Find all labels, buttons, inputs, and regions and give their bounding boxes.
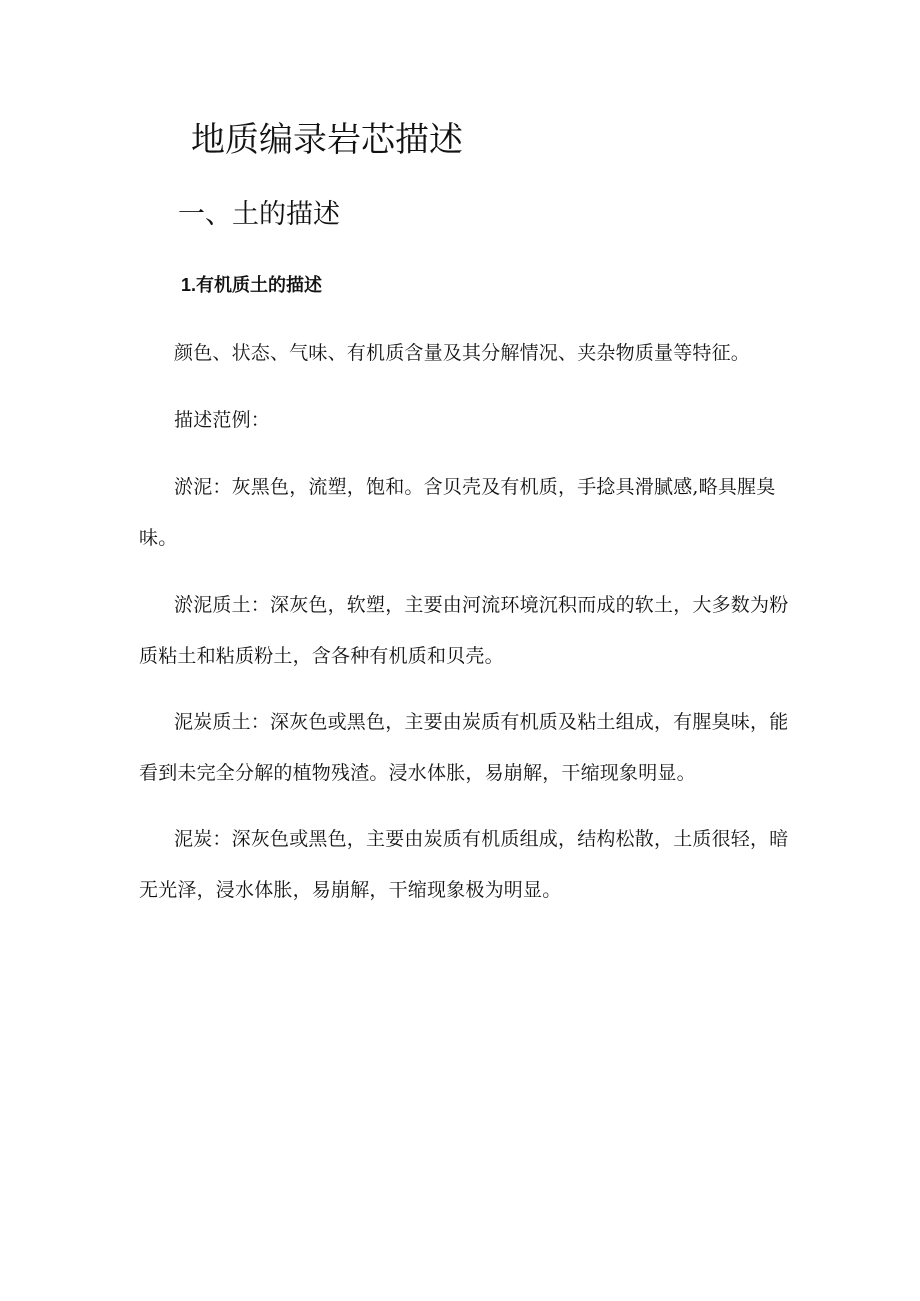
subsection-heading-organic-soil: 1.有机质土的描述 — [181, 275, 323, 295]
section-heading-soil-description: 一、土的描述 — [178, 199, 340, 230]
paragraph-peaty-soil: 泥炭质土：深灰色或黑色，主要由炭质有机质及粘土组成，有腥臭味，能看到未完全分解的植物残渣。浸水体胀，易崩解，干缩现象明显。 — [139, 711, 789, 784]
paragraph-silt: 淤泥：灰黑色，流塑，饱和。含贝壳及有机质，手捻具滑腻感,略具腥臭味。 — [139, 476, 776, 549]
paragraph-silty-soil: 淤泥质土：深灰色，软塑，主要由河流环境沉积而成的软土，大多数为粉质粘土和粘质粉土，含各种有机质和贝壳。 — [139, 594, 789, 667]
paragraph-peat: 泥炭：深灰色或黑色，主要由炭质有机质组成，结构松散，土质很轻，暗无光泽，浸水体胀，易崩解，干缩现象极为明显。 — [139, 828, 789, 901]
paragraph-example-label: 描述范例： — [174, 409, 271, 431]
document-title: 地质编录岩芯描述 — [191, 120, 463, 160]
paragraph-description-features: 颜色、状态、气味、有机质含量及其分解情况、夹杂物质量等特征。 — [174, 342, 751, 364]
